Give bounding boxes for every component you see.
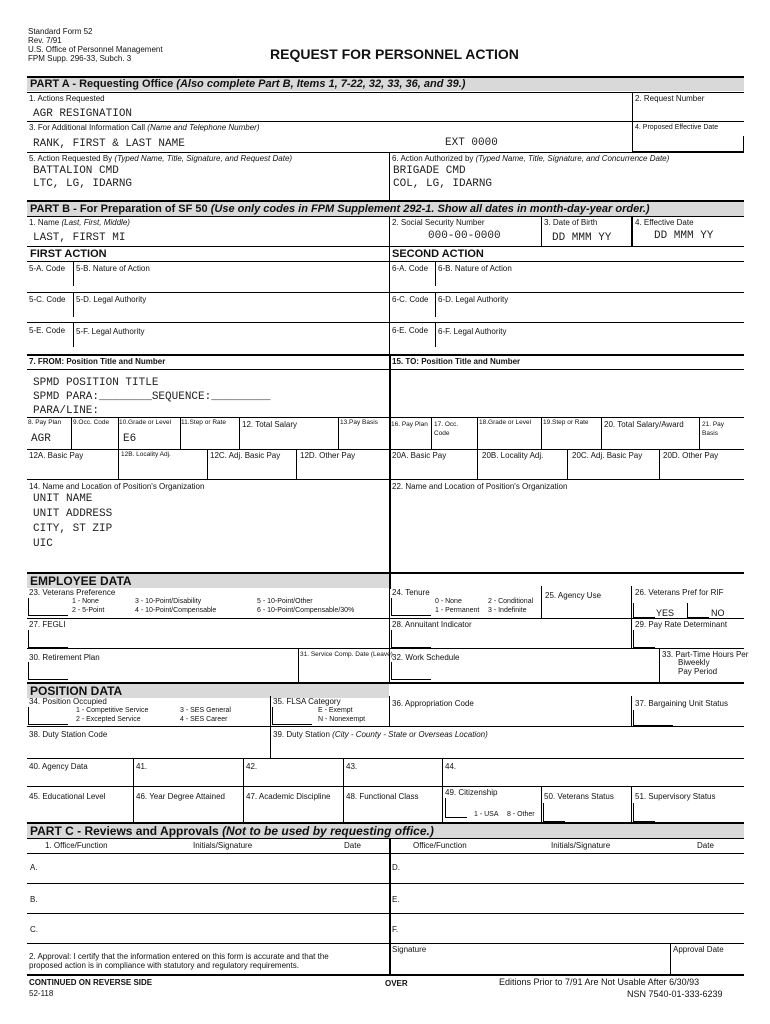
part-c-heading: PART C - Reviews and Approvals (Not to be used by requesting office.) — [27, 824, 744, 838]
20d-other-pay-label: 20D. Other Pay — [663, 451, 719, 460]
20-total-salary-label: 20. Total Salary/Award — [604, 420, 684, 429]
nsn-number: NSN 7540-01-333-6239 — [627, 989, 723, 999]
requested-by-line2[interactable]: LTC, LG, IDARNG — [33, 178, 133, 190]
12d-other-pay-label: 12D. Other Pay — [300, 451, 356, 460]
approval-certification: 2. Approval: I certify that the information entered on this form is accurate and that the — [29, 952, 329, 961]
partc-date-header-right: Date — [697, 841, 714, 850]
authorized-by-line2[interactable]: COL, LG, IDARNG — [393, 178, 493, 190]
from-position-title[interactable]: SPMD POSITION TITLE — [33, 377, 159, 389]
5e-label: 5-E. Code — [29, 326, 66, 335]
first-action-title: FIRST ACTION — [30, 248, 107, 260]
31-service-comp-label: 31. Service Comp. Date (Leave) — [300, 651, 393, 658]
40-agency-data-label: 40. Agency Data — [29, 762, 88, 771]
6a-label: 6-A. Code — [392, 264, 429, 273]
editions-note: Editions Prior to 7/91 Are Not Usable After 6/30/93 — [499, 977, 700, 987]
org-uic-field[interactable]: UIC — [33, 538, 53, 550]
16-pay-plan-label: 16. Pay Plan — [391, 421, 428, 428]
request-number-label: 2. Request Number — [635, 94, 705, 103]
21-pay-basis-label: 21. Pay Basis — [702, 421, 725, 437]
28-annuitant-label: 28. Annuitant Indicator — [392, 620, 472, 629]
49-citizenship-label: 49. Citizenship — [445, 788, 498, 797]
effective-date-label: 4. Effective Date — [635, 218, 694, 227]
39-duty-station-label: 39. Duty Station (City - County - State or Overseas Location) — [273, 730, 488, 739]
12-total-salary-label: 12. Total Salary — [242, 420, 297, 429]
rif-yes-option[interactable]: YES — [656, 608, 675, 618]
33-part-time-label: 33. Part-Time Hours Per — [662, 650, 749, 659]
additional-info-label: 3. For Additional Information Call (Name and Telephone Number) — [29, 123, 260, 132]
30-retirement-label: 30. Retirement Plan — [29, 653, 100, 662]
20b-locality-label: 20B. Locality Adj. — [482, 451, 544, 460]
dob-label: 3. Date of Birth — [544, 218, 598, 227]
32-work-schedule-label: 32. Work Schedule — [392, 653, 460, 662]
46-year-degree-label: 46. Year Degree Attained — [136, 792, 225, 801]
form-stock-number: 52-118 — [29, 989, 54, 998]
12c-adj-basic-pay-label: 12C. Adj. Basic Pay — [210, 451, 281, 460]
19-step-label: 19.Step or Rate — [543, 419, 589, 426]
partc-date-header-left: Date — [344, 841, 361, 850]
17-occ-code-label: 17. Occ. Code — [434, 421, 459, 437]
6c-label: 6-C. Code — [392, 295, 429, 304]
partc-office-header-left: 1. Office/Function — [45, 841, 108, 850]
6b-label: 6-B. Nature of Action — [438, 264, 512, 273]
45-education-label: 45. Educational Level — [29, 792, 106, 801]
partc-initials-header-right: Initials/Signature — [551, 841, 611, 850]
org-city-field[interactable]: CITY, ST ZIP — [33, 523, 113, 535]
review-row-d[interactable]: D. — [392, 863, 400, 872]
part-b-heading: PART B - For Preparation of SF 50 (Use only codes in FPM Supplement 292-1. Show all dates in month-day-year order.) — [27, 202, 744, 216]
5f-label: 5-F. Legal Authority — [76, 327, 145, 336]
35-flsa-label: 35. FLSA Category — [273, 697, 341, 706]
8-pay-plan-label: 8. Pay Plan — [28, 419, 62, 426]
partc-office-header-right: Office/Function — [413, 841, 467, 850]
24-tenure-label: 24. Tenure — [392, 588, 430, 597]
page-title: REQUEST FOR PERSONNEL ACTION — [270, 46, 519, 62]
12a-basic-pay-label: 12A. Basic Pay — [29, 451, 84, 460]
12b-locality-label: 12B. Locality Adj. — [121, 451, 171, 458]
to-position-label: 15. TO: Position Title and Number — [392, 357, 521, 366]
6e-label: 6-E. Code — [392, 326, 429, 335]
org-name-field[interactable]: UNIT NAME — [33, 493, 93, 505]
grade-field[interactable]: E6 — [123, 433, 137, 445]
additional-info-ext-field[interactable]: EXT 0000 — [445, 137, 498, 149]
5c-label: 5-C. Code — [29, 295, 66, 304]
36-appropriation-label: 36. Appropriation Code — [392, 699, 474, 708]
employee-data-heading: EMPLOYEE DATA — [27, 574, 389, 588]
review-row-b[interactable]: B. — [30, 895, 38, 904]
actions-requested-label: 1. Actions Requested — [29, 94, 105, 103]
over-note: OVER — [385, 979, 408, 988]
pay-plan-field[interactable]: AGR — [31, 433, 51, 445]
37-bargaining-label: 37. Bargaining Unit Status — [635, 699, 728, 708]
22-org-label: 22. Name and Location of Position's Organization — [392, 482, 568, 491]
ssn-field[interactable]: 000-00-0000 — [428, 230, 501, 242]
ssn-label: 2. Social Security Number — [392, 218, 485, 227]
13-pay-basis-label: 13.Pay Basis — [340, 419, 378, 426]
47-academic-label: 47. Academic Discipline — [246, 792, 331, 801]
26-veterans-rif-label: 26. Veterans Pref for RIF — [635, 588, 724, 597]
form-revision: Rev. 7/91 — [28, 36, 62, 45]
actions-requested-field[interactable]: AGR RESIGNATION — [33, 108, 133, 120]
action-requested-by-label: 5. Action Requested By (Typed Name, Title, Signature, and Request Date) — [29, 154, 293, 163]
29-pay-rate-label: 29. Pay Rate Determinant — [635, 620, 728, 629]
14-org-label: 14. Name and Location of Position's Organization — [29, 482, 205, 491]
form-supplement: FPM Supp. 296-33, Subch. 3 — [28, 54, 132, 63]
from-position-label: 7. FROM: Position Title and Number — [29, 357, 166, 366]
48-functional-label: 48. Functional Class — [346, 792, 419, 801]
action-authorized-by-label: 6. Action Authorized by (Typed Name, Title, Signature, and Concurrence Date) — [392, 154, 670, 163]
review-row-a[interactable]: A. — [30, 863, 38, 872]
from-para-sequence[interactable]: SPMD PARA:________SEQUENCE:_________ — [33, 391, 271, 403]
6d-label: 6-D. Legal Authority — [438, 295, 509, 304]
6f-label: 6-F. Legal Authority — [438, 327, 507, 336]
form-number: Standard Form 52 — [28, 27, 93, 36]
second-action-title: SECOND ACTION — [392, 248, 484, 260]
5b-label: 5-B. Nature of Action — [76, 264, 150, 273]
requested-by-line1[interactable]: BATTALION CMD — [33, 165, 119, 177]
position-data-heading: POSITION DATA — [27, 684, 389, 698]
review-row-e[interactable]: E. — [392, 895, 400, 904]
continued-note: CONTINUED ON REVERSE SIDE — [29, 978, 153, 987]
part-a-heading: PART A - Requesting Office (Also complete Part B, Items 1, 7-22, 32, 33, 36, and 39.) — [27, 77, 744, 91]
org-address-field[interactable]: UNIT ADDRESS — [33, 508, 113, 520]
20c-adj-basic-pay-label: 20C. Adj. Basic Pay — [572, 451, 643, 460]
partc-initials-header-left: Initials/Signature — [193, 841, 253, 850]
dob-field[interactable]: DD MMM YY — [552, 232, 612, 244]
18-grade-label: 18.Grade or Level — [479, 419, 532, 426]
25-agency-use-label: 25. Agency Use — [545, 591, 602, 600]
approval-date-label: Approval Date — [673, 945, 724, 954]
effective-date-field[interactable]: DD MMM YY — [654, 230, 714, 242]
additional-info-name-field[interactable]: RANK, FIRST & LAST NAME — [33, 138, 185, 150]
11-step-label: 11.Step or Rate — [181, 419, 227, 426]
signature-label: Signature — [392, 945, 427, 954]
9-occ-code-label: 9.Occ. Code — [73, 419, 110, 426]
38-duty-station-code-label: 38. Duty Station Code — [29, 730, 108, 739]
rif-no-option[interactable]: NO — [711, 608, 725, 618]
51-supervisory-label: 51. Supervisory Status — [635, 792, 716, 801]
name-field[interactable]: LAST, FIRST MI — [33, 232, 126, 244]
34-position-occupied-label: 34. Position Occupied — [29, 697, 107, 706]
5a-label: 5-A. Code — [29, 264, 66, 273]
name-label: 1. Name (Last, First, Middle) — [29, 218, 130, 227]
authorized-by-line1[interactable]: BRIGADE CMD — [393, 165, 466, 177]
20a-basic-pay-label: 20A. Basic Pay — [392, 451, 447, 460]
23-veterans-pref-label: 23. Veterans Preference — [29, 588, 116, 597]
5d-label: 5-D. Legal Authority — [76, 295, 147, 304]
form-agency: U.S. Office of Personnel Management — [28, 45, 163, 54]
review-row-f[interactable]: F. — [392, 925, 399, 934]
10-grade-label: 10.Grade or Level — [119, 419, 172, 426]
proposed-effective-date-label: 4. Proposed Effective Date — [635, 124, 719, 131]
27-fegli-label: 27. FEGLI — [29, 620, 66, 629]
review-row-c[interactable]: C. — [30, 925, 38, 934]
50-veterans-status-label: 50. Veterans Status — [544, 792, 614, 801]
from-para-line[interactable]: PARA/LINE: — [33, 405, 100, 417]
